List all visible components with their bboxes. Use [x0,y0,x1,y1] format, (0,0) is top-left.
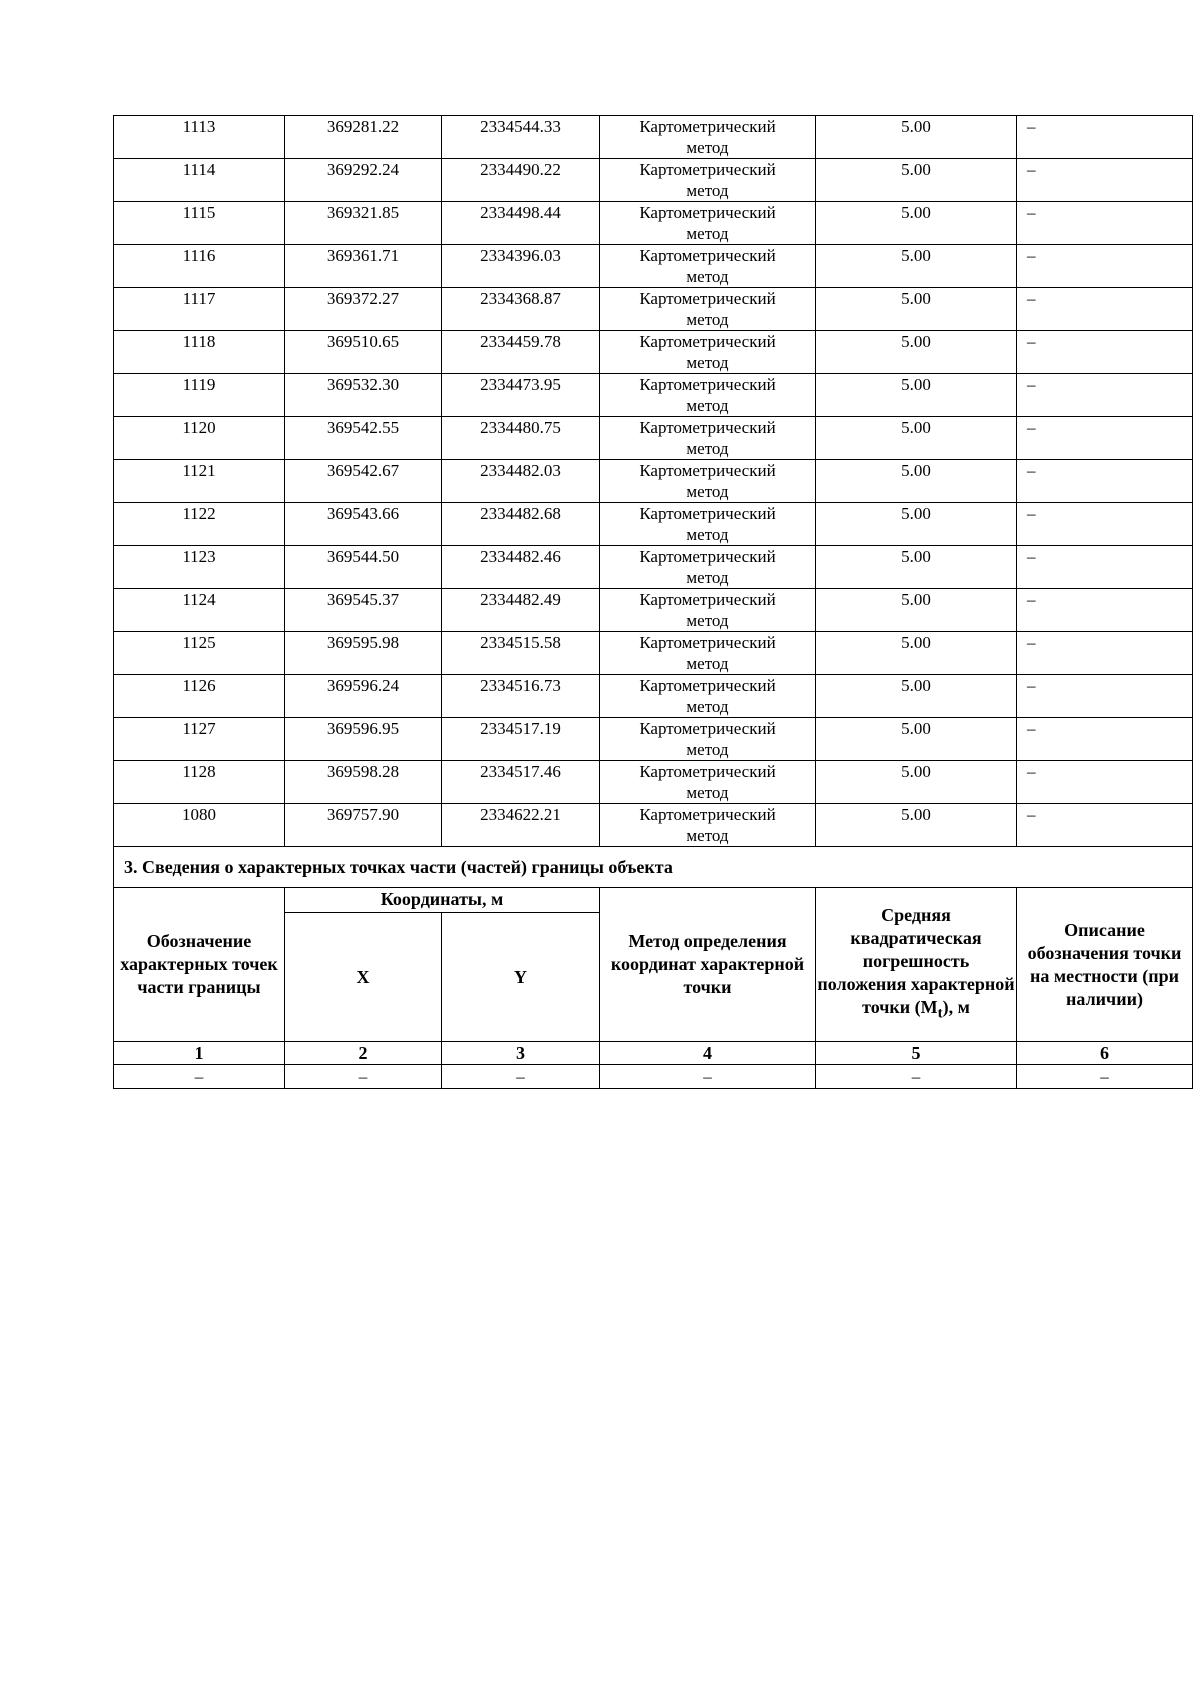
section-title-row [114,847,1193,888]
coord-x: 369544.50 [285,546,442,589]
method-line-2: метод [686,783,729,802]
boundary-points-table [113,115,1193,1089]
method-line-2: метод [686,353,729,372]
point-description: – [1017,245,1193,288]
method-line-2: метод [686,310,729,329]
point-number: 1121 [114,460,285,503]
header-mean-error [816,888,1017,1042]
method-line-2: метод [686,826,729,845]
coord-x: 369542.55 [285,417,442,460]
coord-x: 369545.37 [285,589,442,632]
point-number: 1117 [114,288,285,331]
point-description: – [1017,718,1193,761]
method [600,460,816,503]
coord-x: 369595.98 [285,632,442,675]
coord-y: 2334516.73 [442,675,600,718]
point-number: 1123 [114,546,285,589]
method-line-2: метод [686,138,729,157]
mean-error: 5.00 [816,331,1017,374]
coord-y: 2334480.75 [442,417,600,460]
mean-error: 5.00 [816,417,1017,460]
column-number: 2 [285,1042,442,1065]
header-x: X [285,913,442,1042]
point-number: 1124 [114,589,285,632]
method-line-1: Картометрический [639,590,776,609]
empty-cell: – [600,1065,816,1089]
coord-x: 369532.30 [285,374,442,417]
empty-cell: – [442,1065,600,1089]
method-line-2: метод [686,740,729,759]
method-line-2: метод [686,224,729,243]
table-row [114,718,1193,761]
empty-cell: – [285,1065,442,1089]
column-numbers-row [114,1042,1193,1065]
coord-x: 369292.24 [285,159,442,202]
header-point-designation: Обозначение характерных точек части границы [114,888,285,1042]
point-description: – [1017,374,1193,417]
table-row [114,374,1193,417]
point-description: – [1017,460,1193,503]
method-line-2: метод [686,181,729,200]
mean-error: 5.00 [816,546,1017,589]
coord-y: 2334622.21 [442,804,600,847]
method-line-2: метод [686,568,729,587]
points-table-body [114,116,1193,847]
empty-cell: – [114,1065,285,1089]
point-number: 1120 [114,417,285,460]
coord-x: 369281.22 [285,116,442,159]
section-title: 3. Сведения о характерных точках части (частей) границы объекта [114,847,1193,888]
point-description: – [1017,589,1193,632]
method [600,761,816,804]
method-line-1: Картометрический [639,246,776,265]
method-line-1: Картометрический [639,117,776,136]
method [600,245,816,288]
method-line-2: метод [686,396,729,415]
point-description: – [1017,159,1193,202]
point-description: – [1017,331,1193,374]
empty-data-row [114,1065,1193,1089]
coord-x: 369598.28 [285,761,442,804]
method [600,417,816,460]
table-row [114,159,1193,202]
coord-x: 369372.27 [285,288,442,331]
point-number: 1125 [114,632,285,675]
point-description: – [1017,288,1193,331]
mean-error: 5.00 [816,718,1017,761]
method-line-1: Картометрический [639,805,776,824]
method [600,546,816,589]
method [600,374,816,417]
point-number: 1113 [114,116,285,159]
method-line-1: Картометрический [639,461,776,480]
header-y: Y [442,913,600,1042]
point-description: – [1017,503,1193,546]
method-line-1: Картометрический [639,289,776,308]
method-line-1: Картометрический [639,504,776,523]
method [600,804,816,847]
point-number: 1128 [114,761,285,804]
coord-y: 2334396.03 [442,245,600,288]
method-line-2: метод [686,611,729,630]
coord-x: 369757.90 [285,804,442,847]
table-row [114,804,1193,847]
table-row [114,632,1193,675]
column-number: 6 [1017,1042,1193,1065]
coord-x: 369510.65 [285,331,442,374]
method-line-2: метод [686,267,729,286]
mean-error: 5.00 [816,116,1017,159]
header-method: Метод определения координат характерной точки [600,888,816,1042]
empty-cell: – [1017,1065,1193,1089]
mean-error: 5.00 [816,460,1017,503]
mean-error: 5.00 [816,589,1017,632]
method-line-2: метод [686,525,729,544]
table-row [114,417,1193,460]
mean-error: 5.00 [816,159,1017,202]
header-row-1 [114,888,1193,913]
method-line-1: Картометрический [639,547,776,566]
point-description: – [1017,675,1193,718]
coord-x: 369321.85 [285,202,442,245]
point-number: 1127 [114,718,285,761]
coord-x: 369596.24 [285,675,442,718]
method [600,116,816,159]
coord-x: 369542.67 [285,460,442,503]
mean-error: 5.00 [816,761,1017,804]
header-description: Описание обозначения точки на местности (при наличии) [1017,888,1193,1042]
method-line-1: Картометрический [639,676,776,695]
mean-error: 5.00 [816,675,1017,718]
method [600,589,816,632]
method-line-2: метод [686,654,729,673]
point-description: – [1017,546,1193,589]
coord-y: 2334473.95 [442,374,600,417]
table-row [114,589,1193,632]
table-row [114,503,1193,546]
point-number: 1116 [114,245,285,288]
point-number: 1126 [114,675,285,718]
method-line-1: Картометрический [639,633,776,652]
method [600,675,816,718]
coord-y: 2334517.19 [442,718,600,761]
mean-error: 5.00 [816,202,1017,245]
point-description: – [1017,417,1193,460]
method-line-1: Картометрический [639,160,776,179]
column-number: 5 [816,1042,1017,1065]
method [600,331,816,374]
table-row [114,116,1193,159]
header-mean-error-unit: ), м [942,996,970,1017]
method [600,503,816,546]
mean-error: 5.00 [816,503,1017,546]
method-line-1: Картометрический [639,203,776,222]
point-number: 1122 [114,503,285,546]
table-row [114,331,1193,374]
point-description: – [1017,804,1193,847]
coord-y: 2334482.46 [442,546,600,589]
method [600,632,816,675]
mean-error: 5.00 [816,632,1017,675]
table-row [114,288,1193,331]
coord-x: 369543.66 [285,503,442,546]
empty-cell: – [816,1065,1017,1089]
table-row [114,675,1193,718]
method [600,718,816,761]
method-line-1: Картометрический [639,418,776,437]
table-row [114,546,1193,589]
header-mean-error-text: Средняя квадратическая погрешность положения характерной точки (M [817,904,1015,1017]
table-row [114,245,1193,288]
mean-error: 5.00 [816,288,1017,331]
method-line-2: метод [686,697,729,716]
point-number: 1080 [114,804,285,847]
table-row [114,202,1193,245]
mean-error: 5.00 [816,374,1017,417]
point-description: – [1017,116,1193,159]
column-number: 4 [600,1042,816,1065]
point-description: – [1017,632,1193,675]
header-coordinates: Координаты, м [285,888,600,913]
point-number: 1119 [114,374,285,417]
section-3 [114,847,1193,1089]
coord-y: 2334482.03 [442,460,600,503]
table-row [114,460,1193,503]
mean-error: 5.00 [816,804,1017,847]
method-line-2: метод [686,482,729,501]
coord-y: 2334490.22 [442,159,600,202]
point-number: 1114 [114,159,285,202]
point-number: 1115 [114,202,285,245]
method [600,202,816,245]
coord-y: 2334498.44 [442,202,600,245]
point-description: – [1017,761,1193,804]
table-row [114,761,1193,804]
coord-y: 2334459.78 [442,331,600,374]
mean-error: 5.00 [816,245,1017,288]
column-number: 1 [114,1042,285,1065]
column-number: 3 [442,1042,600,1065]
point-number: 1118 [114,331,285,374]
coord-y: 2334517.46 [442,761,600,804]
coord-y: 2334368.87 [442,288,600,331]
coord-x: 369361.71 [285,245,442,288]
coord-y: 2334482.49 [442,589,600,632]
coord-y: 2334515.58 [442,632,600,675]
method [600,288,816,331]
header-mean-error-subscript: t [937,1005,943,1022]
method-line-1: Картометрический [639,719,776,738]
method-line-2: метод [686,439,729,458]
method-line-1: Картометрический [639,375,776,394]
method [600,159,816,202]
point-description: – [1017,202,1193,245]
method-line-1: Картометрический [639,332,776,351]
coord-y: 2334544.33 [442,116,600,159]
coord-y: 2334482.68 [442,503,600,546]
coord-x: 369596.95 [285,718,442,761]
method-line-1: Картометрический [639,762,776,781]
